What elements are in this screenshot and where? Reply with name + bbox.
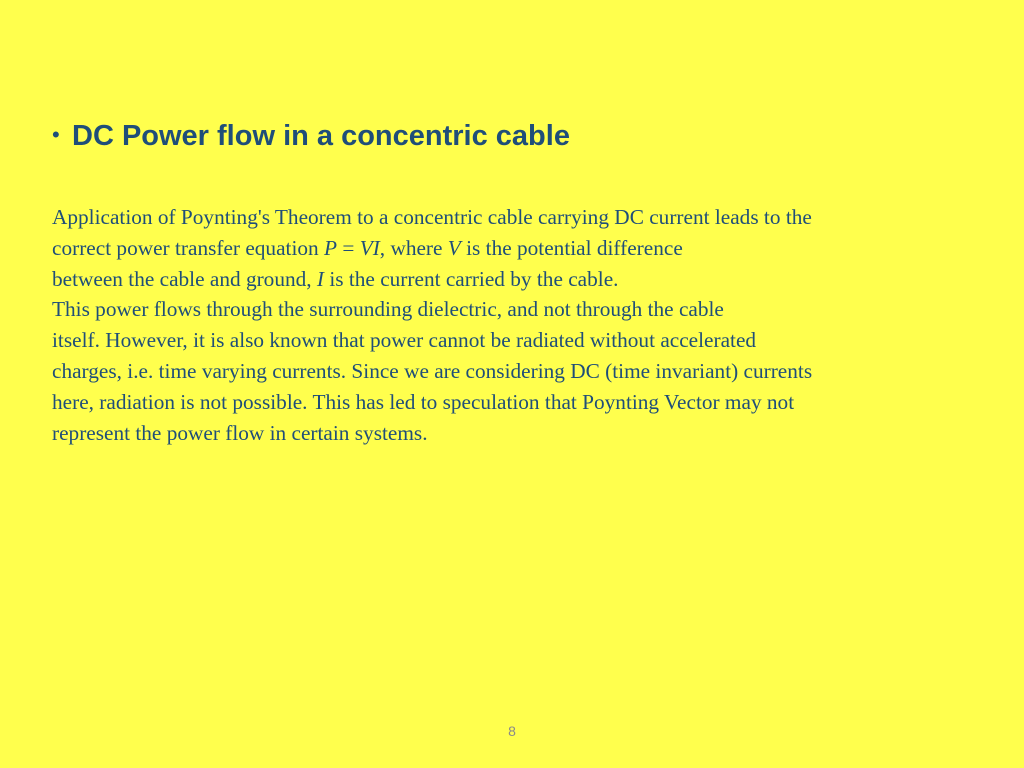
body-line: [52, 233, 992, 264]
body-line: [52, 264, 992, 295]
body-text-segment: =: [337, 235, 360, 260]
body-line: represent the power flow in certain systems.: [52, 420, 428, 445]
slide-heading: [52, 120, 570, 153]
math-variable-vi: VI: [359, 235, 380, 260]
math-variable-i: I: [316, 266, 325, 291]
body-text-segment: is the potential difference: [460, 235, 683, 260]
body-text-segment: is the current carried by the cable.: [324, 266, 619, 291]
math-variable-v: V: [447, 235, 461, 260]
body-line: This power flows through the surrounding dielectric, and not through the cable: [52, 297, 724, 322]
body-text-segment: correct power transfer equation: [52, 235, 324, 260]
body-line: itself. However, it is also known that power cannot be radiated without accelerated: [52, 328, 757, 353]
slide-title: DC Power flow in a concentric cable: [72, 120, 570, 152]
body-text-segment: between the cable and ground,: [52, 266, 317, 291]
body-text-segment: , where: [379, 235, 448, 260]
page-number: 8: [508, 723, 516, 739]
math-variable-p: P: [324, 235, 338, 260]
body-text: [52, 202, 992, 448]
bullet-icon: •: [52, 122, 60, 147]
body-line: Application of Poynting's Theorem to a concentric cable carrying DC current leads to the: [52, 205, 812, 229]
body-line: here, radiation is not possible. This has led to speculation that Poynting Vector may not: [52, 389, 795, 414]
body-line: charges, i.e. time varying currents. Since we are considering DC (time invariant) currents: [52, 358, 813, 383]
